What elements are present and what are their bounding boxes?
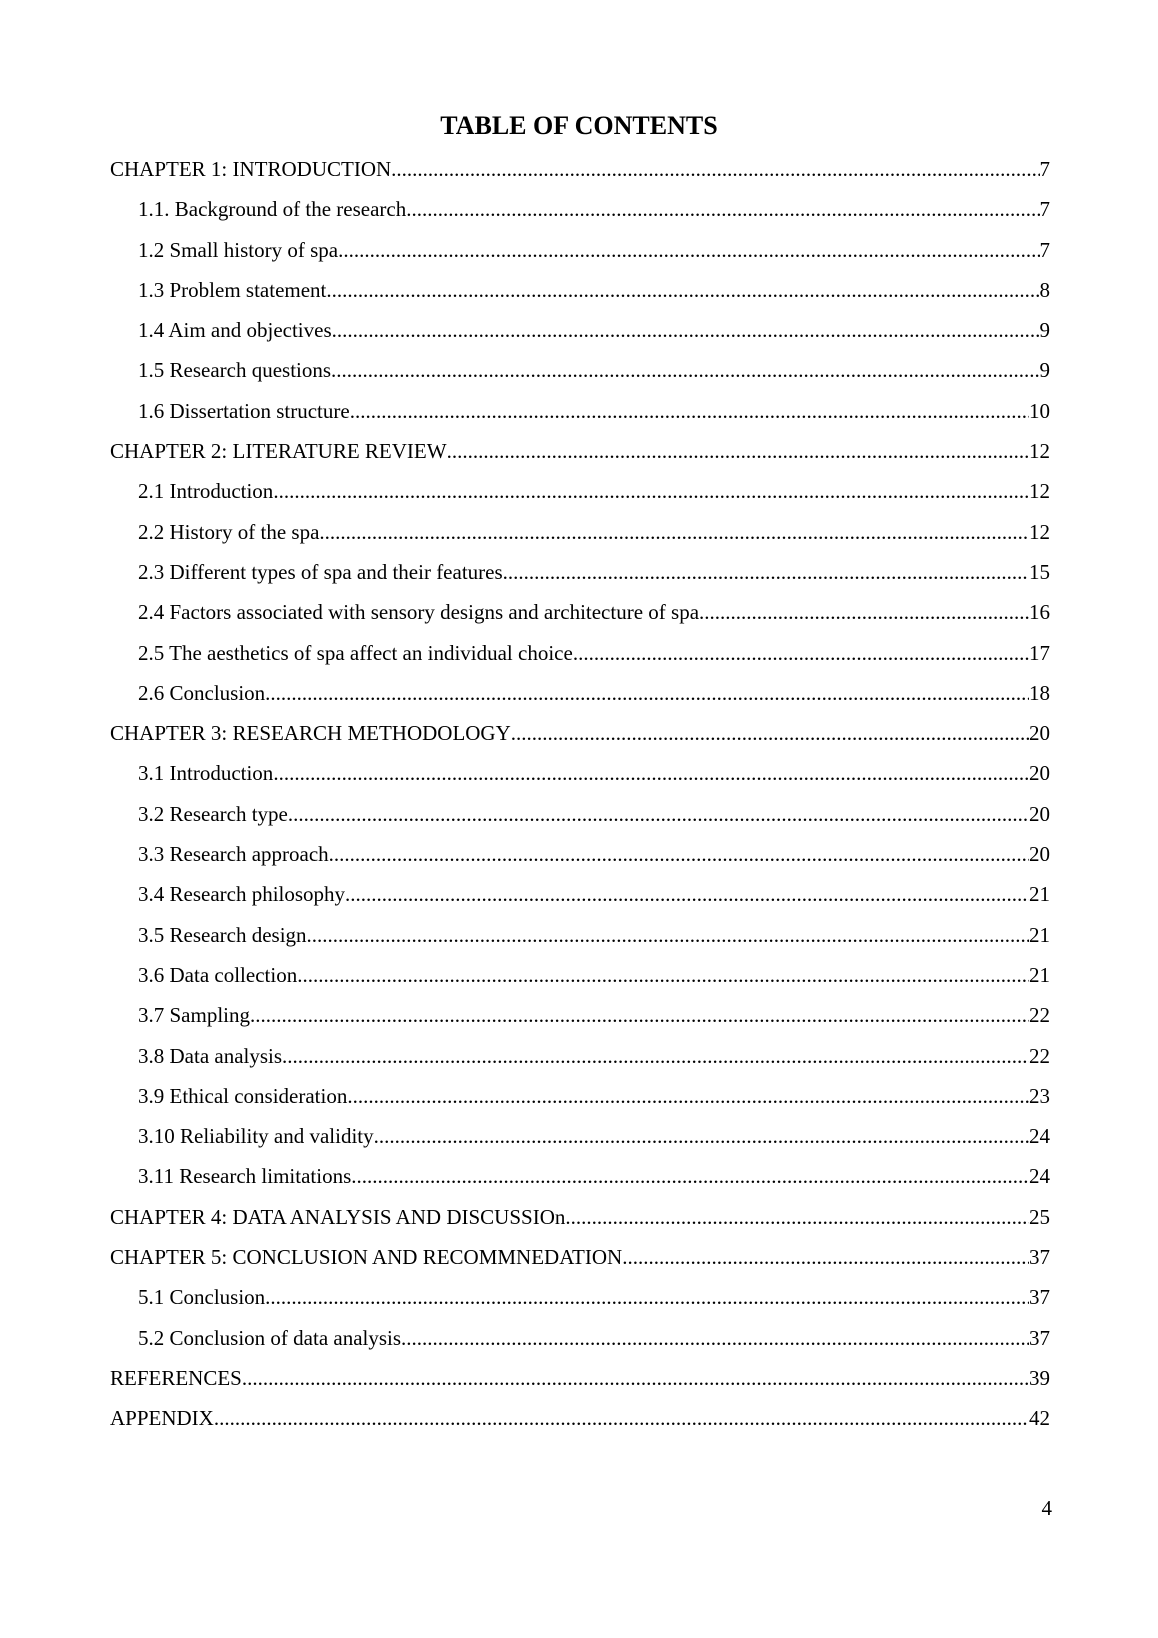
toc-entry-page: 8 [1039, 277, 1050, 302]
toc-dot-leader [265, 1283, 1029, 1311]
toc-entry-page: 16 [1029, 600, 1050, 625]
toc-entry-label: 3.6 Data collection [138, 962, 298, 987]
toc-entry-page: 42 [1029, 1406, 1050, 1431]
toc-dot-leader [331, 356, 1039, 384]
toc-section-entry[interactable] [110, 397, 1050, 437]
toc-entry-page: 7 [1039, 157, 1050, 181]
toc-entry-page: 18 [1029, 680, 1050, 705]
toc-entry-page: 20 [1029, 842, 1050, 867]
toc-section-entry[interactable] [110, 316, 1050, 356]
toc-dot-leader [273, 759, 1029, 787]
toc-chapter-entry[interactable] [110, 437, 1050, 477]
toc-entry-label: 2.2 History of the spa [138, 519, 320, 544]
toc-section-entry[interactable] [110, 477, 1050, 517]
toc-entry-label: 2.4 Factors associated with sensory designs and architecture of spa [138, 600, 700, 625]
toc-entry-page: 37 [1029, 1285, 1050, 1310]
toc-entry-label: APPENDIX [110, 1406, 214, 1431]
toc-entry-label: CHAPTER 2: LITERATURE REVIEW [110, 439, 447, 464]
toc-dot-leader [347, 1082, 1029, 1110]
toc-section-entry[interactable] [110, 1283, 1050, 1323]
toc-entry-label: 3.3 Research approach [138, 842, 329, 867]
toc-chapter-entry[interactable] [110, 1364, 1050, 1404]
toc-entry-label: 3.10 Reliability and validity [138, 1124, 374, 1149]
toc-entry-page: 17 [1029, 640, 1050, 665]
toc-entry-label: 3.8 Data analysis [138, 1043, 283, 1068]
toc-dot-leader [401, 1324, 1029, 1352]
toc-dot-leader [250, 1001, 1029, 1029]
toc-entry-page: 22 [1029, 1043, 1050, 1068]
toc-entry-page: 23 [1029, 1083, 1050, 1108]
toc-chapter-entry[interactable] [110, 1203, 1050, 1243]
toc-entry-label: 2.6 Conclusion [138, 680, 266, 705]
toc-dot-leader [391, 155, 1039, 183]
toc-entry-label: 1.4 Aim and objectives [138, 318, 332, 343]
toc-entry-label: 5.2 Conclusion of data analysis [138, 1325, 402, 1350]
toc-entry-page: 21 [1029, 882, 1050, 907]
toc-chapter-entry[interactable] [110, 1404, 1050, 1444]
toc-dot-leader [288, 800, 1029, 828]
toc-entry-page: 21 [1029, 922, 1050, 947]
page-number: 4 [1041, 1496, 1052, 1520]
toc-entry-label: 1.1. Background of the research [138, 197, 407, 222]
toc-entry-label: 2.5 The aesthetics of spa affect an individual choice [138, 640, 573, 665]
toc-list [110, 155, 1050, 1445]
toc-section-entry[interactable] [110, 598, 1050, 638]
toc-section-entry[interactable] [110, 1122, 1050, 1162]
toc-dot-leader [273, 477, 1029, 505]
toc-section-entry[interactable] [110, 195, 1050, 235]
toc-entry-page: 7 [1039, 197, 1050, 222]
toc-entry-label: 3.1 Introduction [138, 761, 274, 786]
toc-dot-leader [374, 1122, 1029, 1150]
toc-entry-page: 20 [1029, 761, 1050, 786]
toc-entry-page: 12 [1029, 439, 1050, 464]
toc-section-entry[interactable] [110, 1324, 1050, 1364]
toc-dot-leader [622, 1243, 1029, 1271]
toc-entry-page: 37 [1029, 1245, 1050, 1270]
toc-dot-leader [345, 880, 1029, 908]
toc-entry-label: 2.1 Introduction [138, 479, 274, 504]
toc-entry-page: 15 [1029, 559, 1050, 584]
toc-chapter-entry[interactable] [110, 1243, 1050, 1283]
toc-entry-page: 20 [1029, 801, 1050, 826]
toc-section-entry[interactable] [110, 1082, 1050, 1122]
toc-dot-leader [214, 1404, 1029, 1432]
toc-dot-leader [351, 1162, 1029, 1190]
toc-entry-label: 2.3 Different types of spa and their features [138, 559, 503, 584]
toc-entry-label: 1.6 Dissertation structure [138, 398, 350, 423]
toc-entry-label: 3.7 Sampling [138, 1003, 251, 1028]
toc-section-entry[interactable] [110, 679, 1050, 719]
toc-entry-label: 5.1 Conclusion [138, 1285, 266, 1310]
toc-entry-label: 1.3 Problem statement [138, 277, 327, 302]
toc-entry-label: 1.2 Small history of spa [138, 237, 339, 262]
toc-dot-leader [242, 1364, 1029, 1392]
toc-dot-leader [329, 840, 1029, 868]
toc-section-entry[interactable] [110, 1162, 1050, 1202]
toc-dot-leader [326, 276, 1039, 304]
toc-entry-page: 25 [1029, 1204, 1050, 1229]
toc-section-entry[interactable] [110, 236, 1050, 276]
toc-section-entry[interactable] [110, 276, 1050, 316]
toc-dot-leader [307, 921, 1029, 949]
toc-dot-leader [511, 719, 1029, 747]
toc-title: TABLE OF CONTENTS [440, 111, 718, 140]
toc-dot-leader [350, 397, 1029, 425]
toc-entry-page: 9 [1039, 318, 1050, 343]
toc-entry-page: 10 [1029, 398, 1050, 423]
toc-section-entry[interactable] [110, 759, 1050, 799]
toc-dot-leader [319, 518, 1029, 546]
toc-entry-page: 37 [1029, 1325, 1050, 1350]
toc-dot-leader [332, 316, 1040, 344]
toc-section-entry[interactable] [110, 800, 1050, 840]
toc-entry-label: CHAPTER 1: INTRODUCTION [110, 157, 392, 181]
toc-section-entry[interactable] [110, 1001, 1050, 1041]
toc-chapter-entry[interactable] [110, 719, 1050, 759]
toc-entry-page: 12 [1029, 519, 1050, 544]
toc-entry-page: 24 [1029, 1124, 1050, 1149]
toc-entry-label: 3.9 Ethical consideration [138, 1083, 348, 1108]
toc-dot-leader [503, 558, 1029, 586]
toc-section-entry[interactable] [110, 356, 1050, 396]
toc-entry-label: 1.5 Research questions [138, 358, 332, 383]
toc-entry-label: CHAPTER 4: DATA ANALYSIS AND DISCUSSIOn [110, 1204, 566, 1229]
toc-entry-page: 20 [1029, 721, 1050, 746]
toc-section-entry[interactable] [110, 840, 1050, 880]
toc-entry-page: 7 [1039, 237, 1050, 262]
toc-entry-label: REFERENCES [110, 1365, 242, 1390]
toc-entry-label: CHAPTER 5: CONCLUSION AND RECOMMNEDATION [110, 1245, 623, 1270]
toc-entry-page: 9 [1039, 358, 1050, 383]
toc-entry-label: 3.5 Research design [138, 922, 307, 947]
toc-dot-leader [565, 1203, 1029, 1231]
toc-dot-leader [265, 679, 1029, 707]
toc-section-entry[interactable] [110, 880, 1050, 920]
toc-entry-page: 21 [1029, 962, 1050, 987]
toc-dot-leader [406, 195, 1039, 223]
toc-section-entry[interactable] [110, 558, 1050, 598]
toc-section-entry[interactable] [110, 518, 1050, 558]
toc-entry-page: 22 [1029, 1003, 1050, 1028]
toc-entry-label: 3.11 Research limitations [138, 1164, 352, 1189]
toc-dot-leader [699, 598, 1029, 626]
toc-dot-leader [282, 1042, 1029, 1070]
toc-entry-label: 3.2 Research type [138, 801, 288, 826]
toc-dot-leader [447, 437, 1029, 465]
toc-dot-leader [297, 961, 1029, 989]
toc-entry-page: 39 [1029, 1365, 1050, 1390]
toc-dot-leader [338, 236, 1039, 264]
toc-entry-label: CHAPTER 3: RESEARCH METHODOLOGY [110, 721, 511, 746]
toc-section-entry[interactable] [110, 921, 1050, 961]
toc-section-entry[interactable] [110, 639, 1050, 679]
toc-chapter-entry[interactable] [110, 155, 1050, 195]
toc-entry-label: 3.4 Research philosophy [138, 882, 346, 907]
toc-section-entry[interactable] [110, 961, 1050, 1001]
toc-section-entry[interactable] [110, 1042, 1050, 1082]
toc-entry-page: 24 [1029, 1164, 1050, 1189]
toc-entry-page: 12 [1029, 479, 1050, 504]
toc-dot-leader [573, 639, 1029, 667]
